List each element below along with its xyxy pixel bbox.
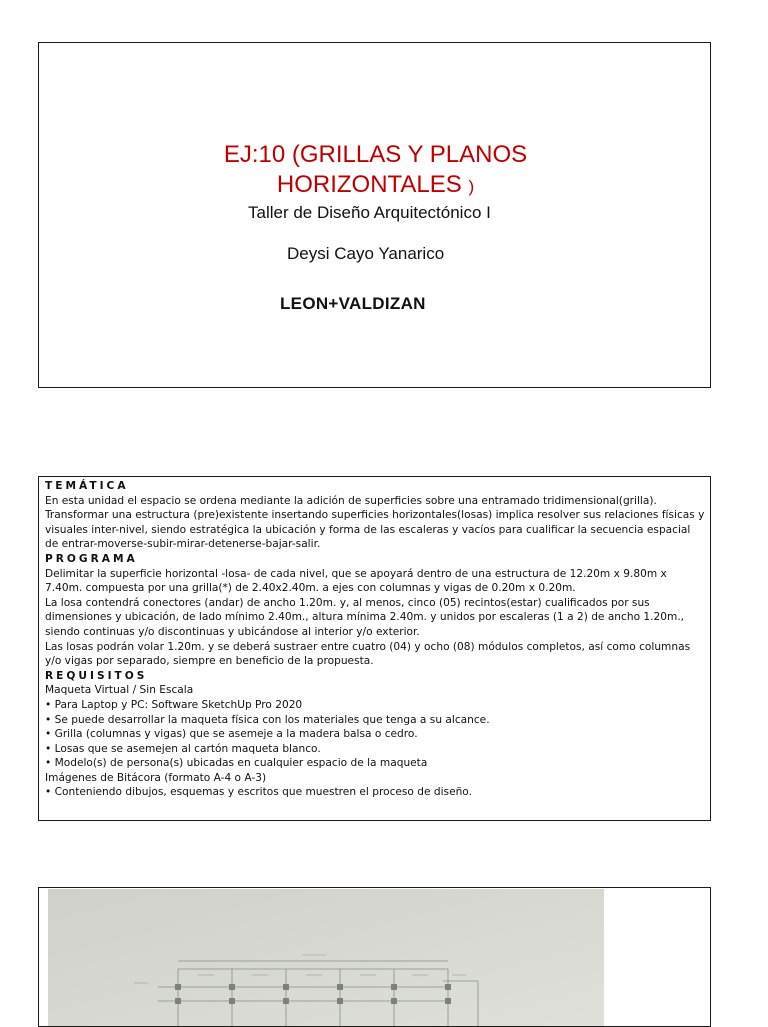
programa-text-2: La losa contendrá conectores (andar) de ancho 1.20m. y, al menos, cinco (05) recintos(estar) cualificados por sus dimensiones y ubicación, de lado mínimo 2.40m., altura mínima 2.40m. y unidos por escaleras (1 a 2) de ancho 1.20m., siendo continuas y/o discontinuas y ubicándose al interior y/o exterior. <box>45 596 685 638</box>
requisitos-line-2: • Para Laptop y PC: Software SketchUp Pro 2020 <box>45 698 303 711</box>
course-name: Taller de Diseño Arquitectónico I <box>248 203 491 222</box>
requisitos-line-7: Imágenes de Bitácora (formato A-4 o A-3) <box>45 771 267 784</box>
title-slide <box>38 42 711 388</box>
group-name: LEON+VALDIZAN <box>280 294 426 313</box>
requisitos-line-6: • Modelo(s) de persona(s) ubicadas en cualquier espacio de la maqueta <box>45 757 428 770</box>
slide-title-line1: EJ:10 (GRILLAS Y PLANOS <box>223 141 528 168</box>
grid-plan-sketch <box>48 889 604 1027</box>
author-name: Deysi Cayo Yanarico <box>287 244 445 263</box>
requisitos-line-5: • Losas que se asemejen al cartón maqueta blanco. <box>45 742 321 755</box>
slide-title <box>39 140 712 202</box>
programa-text-1: Delimitar la superficie horizontal -losa- de cada nivel, que se apoyará dentro de una estructura de 12.20m x 9.80m x 7.40m. compuesta por una grilla(*) de 2.40x2.40m. a ejes con columnas y vigas de 0.20m x 0.20m. <box>45 567 667 595</box>
slide-title-close: ) <box>468 177 475 196</box>
tematica-heading: TEMÁTICA <box>45 480 129 492</box>
tematica-text: En esta unidad el espacio se ordena mediante la adición de superficies sobre una entramado tridimensional(grilla). Transformar una estructura (pre)existente insertando superficies horizontales(losas) implica resolver sus relaciones físicas y visuales inter-nivel, siendo estratégica la ubicación y forma de las escaleras y vacíos para cualificar la secuencia espacial de entrar-moverse-subir-mirar-detenerse-bajar-salir. <box>45 494 705 551</box>
brief-slide <box>38 476 711 821</box>
slide-title-line2: HORIZONTALES <box>276 171 462 198</box>
programa-heading: PROGRAMA <box>45 552 138 565</box>
requisitos-line-3: • Se puede desarrollar la maqueta física con los materiales que tenga a su alcance. <box>45 713 490 726</box>
requisitos-line-4: • Grilla (columnas y vigas) que se asemeje a la madera balsa o cedro. <box>45 728 418 741</box>
programa-text-3: Las losas podrán volar 1.20m. y se deberá sustraer entre cuatro (04) y ocho (08) módulos completos, así como columnas y/o vigas por separado, siempre en beneficio de la propuesta. <box>45 640 691 668</box>
requisitos-line-1: Maqueta Virtual / Sin Escala <box>45 684 194 697</box>
brief-text-block <box>45 479 705 800</box>
sketch-photo <box>48 889 604 1027</box>
requisitos-heading: REQUISITOS <box>45 669 148 682</box>
requisitos-line-8: • Conteniendo dibujos, esquemas y escritos que muestren el proceso de diseño. <box>45 786 472 799</box>
sketch-slide <box>38 887 711 1027</box>
